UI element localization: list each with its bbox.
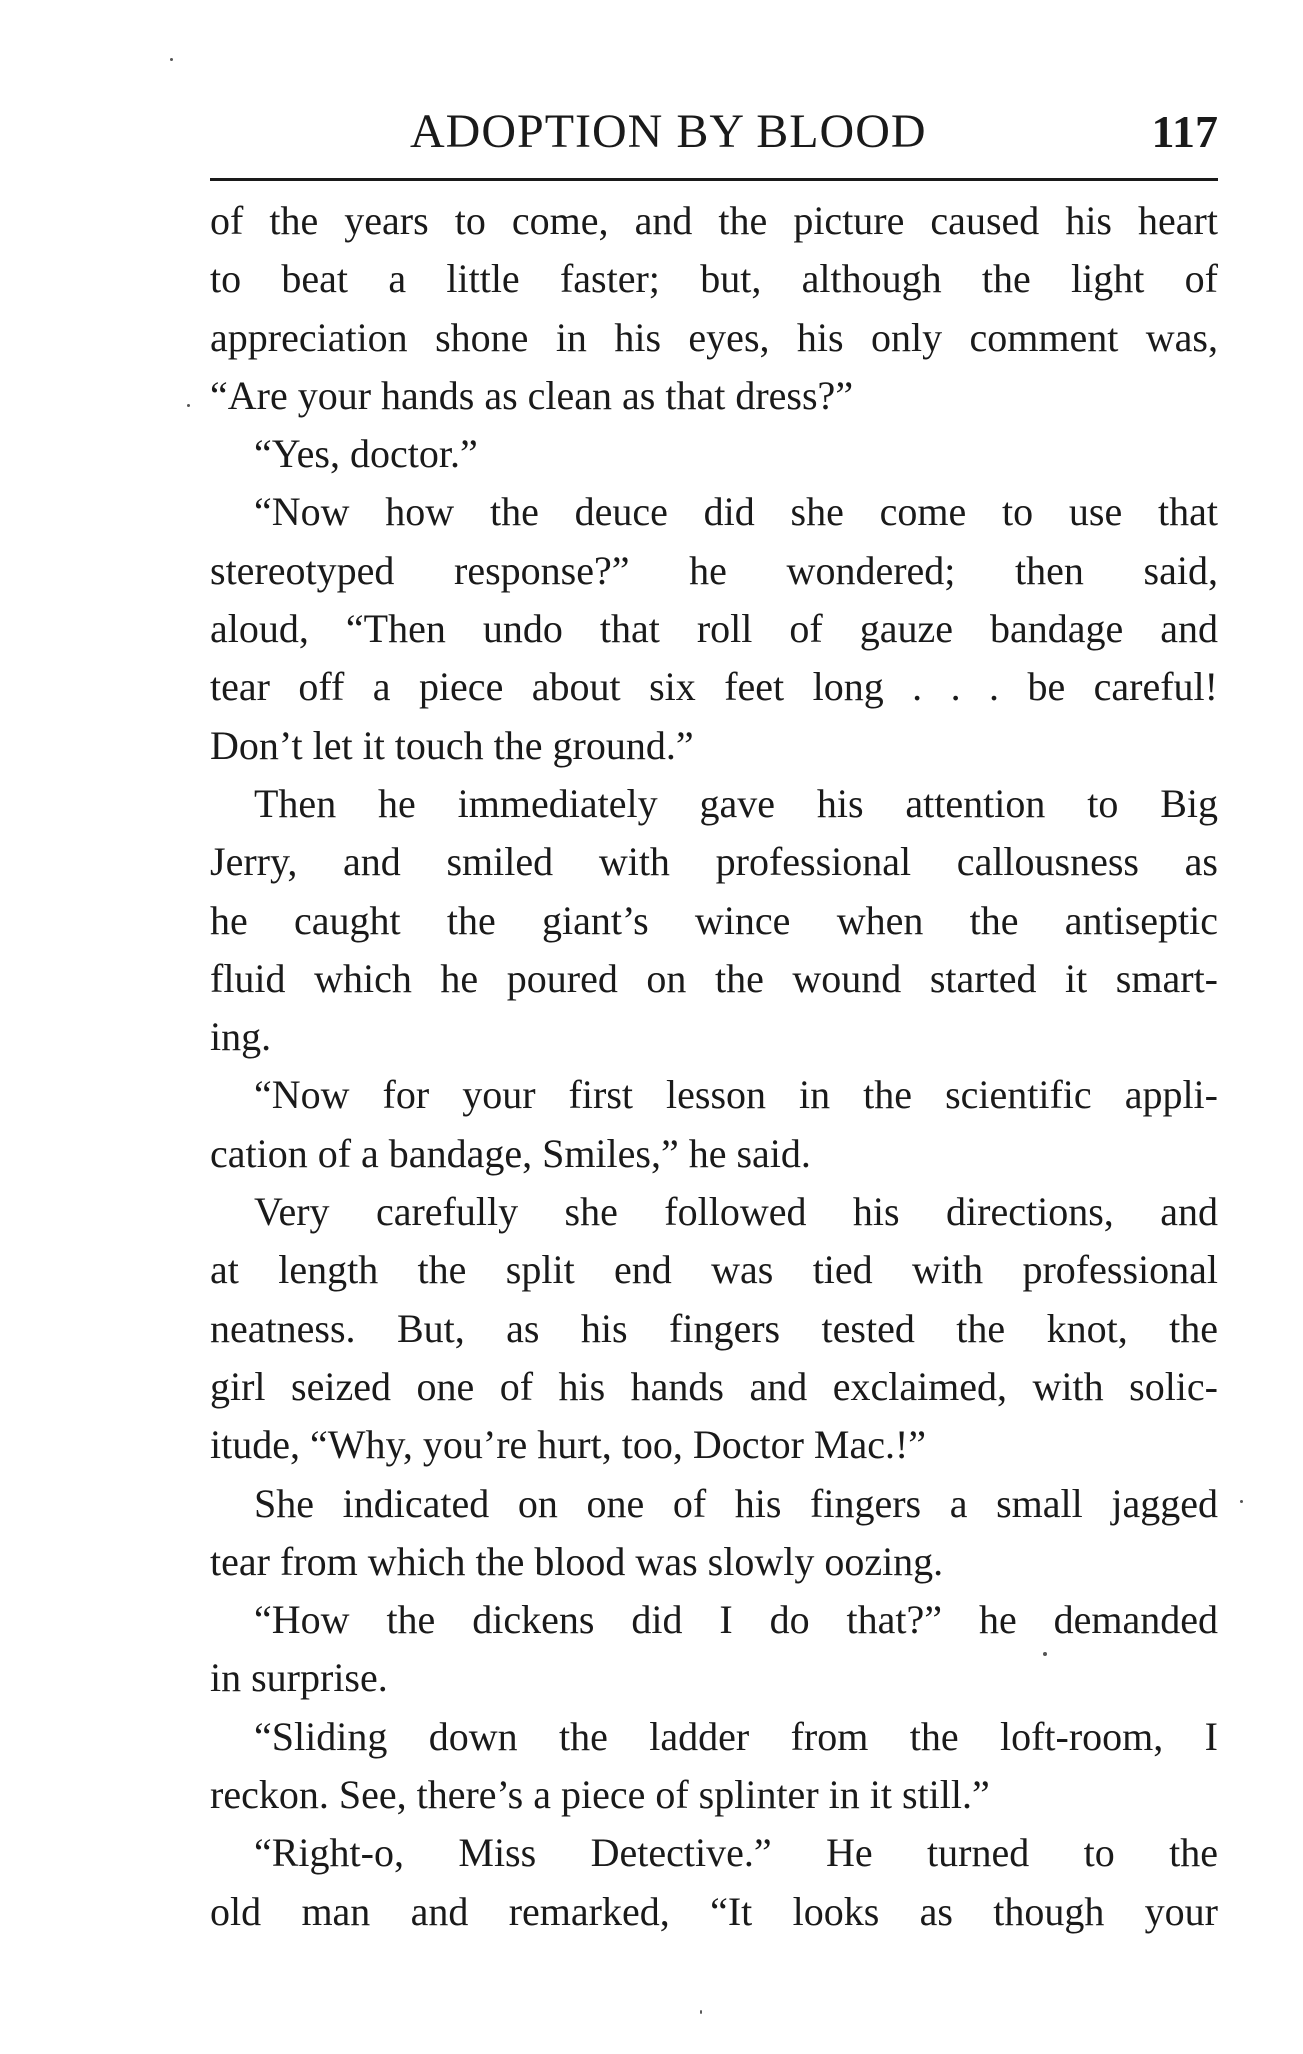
body-text [210,192,1218,1941]
text-line: old man and remarked, “It looks as though your [210,1888,1218,1934]
header-rule [210,178,1218,181]
text-line: Jerry, and smiled with professional callousness as [210,839,1218,885]
text-line: reckon. See, there’s a piece of splinter in it still.” [210,1772,990,1818]
text-line: “Now how the deuce did she come to use that [254,489,1218,535]
text-line: “Sliding down the ladder from the loft-room, I [254,1713,1218,1759]
text-line: tear off a piece about six feet long . . . be careful! [210,664,1218,710]
text-line: neatness. But, as his fingers tested the knot, the [210,1305,1218,1351]
paper-speck [187,404,190,407]
text-line: girl seized one of his hands and exclaimed, with solic- [210,1363,1218,1409]
text-line: “Yes, doctor.” [254,431,478,477]
text-line: itude, “Why, you’re hurt, too, Doctor Mac.!” [210,1422,927,1468]
running-head [210,102,1218,162]
text-line: “Are your hands as clean as that dress?” [210,372,854,418]
text-line: in surprise. [210,1655,388,1701]
text-line: at length the split end was tied with professional [210,1247,1218,1293]
text-line: Don’t let it touch the ground.” [210,722,694,768]
text-line: “Right-o, Miss Detective.” He turned to the [254,1830,1218,1876]
page-number: 117 [1151,106,1218,157]
text-line: appreciation shone in his eyes, his only comment was, [210,314,1218,360]
text-line: “Now for your first lesson in the scientific appli- [254,1072,1218,1118]
paper-speck [170,58,173,61]
text-line: of the years to come, and the picture caused his heart [210,198,1218,243]
text-line: cation of a bandage, Smiles,” he said. [210,1130,811,1176]
text-line: Very carefully she followed his directions, and [254,1189,1218,1235]
text-line: She indicated on one of his fingers a small jagged [254,1480,1218,1526]
text-line: stereotyped response?” he wondered; then said, [210,547,1218,593]
running-title: ADOPTION BY BLOOD [410,105,927,158]
text-line: he caught the giant’s wince when the antiseptic [210,897,1218,943]
paper-speck [700,2010,702,2014]
text-line: fluid which he poured on the wound started it smart- [210,955,1218,1001]
text-line: “How the dickens did I do that?” he demanded [254,1597,1218,1643]
paper-speck [1043,1652,1047,1656]
text-line: to beat a little faster; but, although the light of [210,256,1218,302]
text-line: ing. [210,1014,272,1060]
text-line: Then he immediately gave his attention to Big [254,780,1218,826]
text-line: tear from which the blood was slowly oozing. [210,1538,944,1584]
text-line: aloud, “Then undo that roll of gauze bandage and [210,606,1218,652]
paper-speck [1240,1500,1243,1503]
